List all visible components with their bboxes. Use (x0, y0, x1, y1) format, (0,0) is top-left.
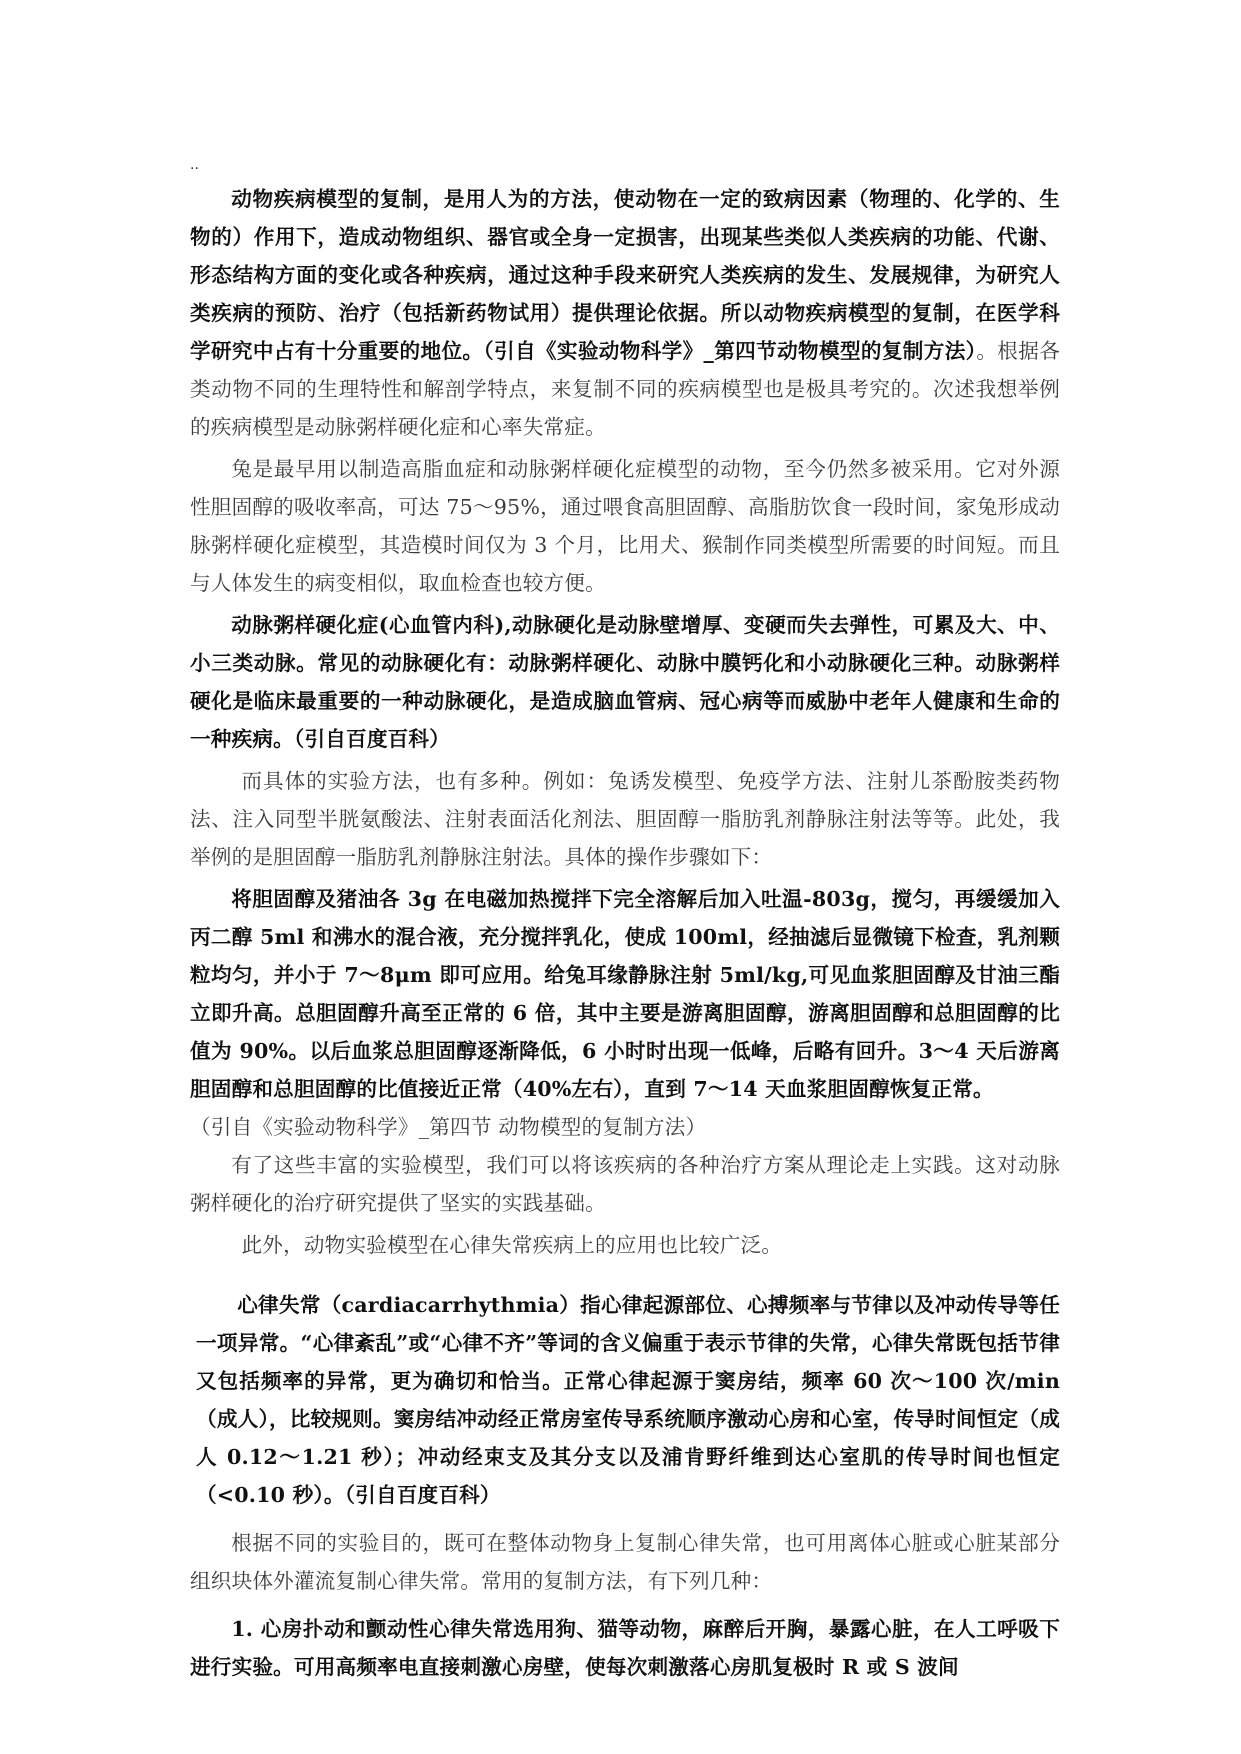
intro-bold-text: 动物疾病模型的复制，是用人为的方法，使动物在一定的致病因素（物理的、化学的、生物的）作用下，造成动物组织、器官或全身一定损害，出现某些类似人类疾病的功能、代谢、形态结构方面的变化或各种疾病，通过这种手段来研究人类疾病的发生、发展规律，为研究人类疾病的预防、治疗（包括新药物试用）提供理论依据。所以动物疾病模型的复制，在医学科学研究中占有十分重要的地位。（引自《实验动物科学》_第四节动物模型的复制方法） (190, 187, 1060, 363)
paragraph-arrhythmia-intro: 此外，动物实验模型在心律失常疾病上的应用也比较广泛。 (241, 1233, 783, 1257)
intro-normal-text: 。根据各类动物不同的生理特性和解剖学特点，来复制不同的疾病模型也是极具考究的。次述我想举例的疾病模型是动脉粥样硬化症和心率失常症。 (190, 339, 1060, 439)
paragraph-intro (190, 180, 1060, 446)
page-marker: .. (190, 157, 199, 173)
paragraph-procedure-steps: 将胆固醇及猪油各 3g 在电磁加热搅拌下完全溶解后加入吐温-803g，搅匀，再缓缓加入丙二醇 5ml 和沸水的混合液，充分搅拌乳化，使成 100ml，经抽滤后显微镜下检查，乳剂颗粒均匀，并小于 7～8μm 即可应用。给兔耳缘静脉注射 5ml/kg,可见血浆胆固醇及甘油三酯立即升高。总胆固醇升高至正常的 6 倍，其中主要是游离胆固醇，游离胆固醇和总胆固醇的比值为 90%。以后血浆总胆固醇逐渐降低，6 小时时出现一低峰，后略有回升。3～4 天后游离胆固醇和总胆固醇的比值接近正常（40%左右），直到 7～14 天血浆胆固醇恢复正常。 (190, 887, 1060, 1101)
document-body (190, 180, 1060, 1686)
paragraph-procedure-citation: （引自《实验动物科学》_第四节 动物模型的复制方法） (190, 1115, 707, 1139)
paragraph-arrhythmia-definition: 心律失常（cardiacarrhythmia）指心律起源部位、心搏频率与节律以及冲动传导等任一项异常。“心律紊乱”或“心律不齐”等词的含义偏重于表示节律的失常，心律失常既包括节律又包括频率的异常，更为确切和恰当。正常心律起源于窦房结，频率 60 次～100 次/min（成人），比较规则。窦房结冲动经正常房室传导系统顺序激动心房和心室，传导时间恒定（成人 0.12～1.21 秒）；冲动经束支及其分支以及浦肯野纤维到达心室肌的传导时间也恒定（<0.10 秒）。（引自百度百科） (196, 1293, 1060, 1507)
paragraph-rabbit-model: 兔是最早用以制造高脂血症和动脉粥样硬化症模型的动物，至今仍然多被采用。它对外源性胆固醇的吸收率高，可达 75～95%，通过喂食高胆固醇、高脂肪饮食一段时间，家兔形成动脉粥样硬化症模型，其造模时间仅为 3 个月，比用犬、猴制作同类模型所需要的时间短。而且与人体发生的病变相似，取血检查也较方便。 (190, 457, 1060, 595)
paragraph-experiment-methods: 而具体的实验方法，也有多种。例如：兔诱发模型、免疫学方法、注射儿茶酚胺类药物法、注入同型半胱氨酸法、注射表面活化剂法、胆固醇一脂肪乳剂静脉注射法等等。此处，我举例的是胆固醇一脂肪乳剂静脉注射法。具体的操作步骤如下： (190, 769, 1060, 869)
paragraph-replication-methods: 根据不同的实验目的，既可在整体动物身上复制心律失常，也可用离体心脏或心脏某部分组织块体外灌流复制心律失常。常用的复制方法，有下列几种： (190, 1531, 1060, 1593)
paragraph-atherosclerosis-definition: 动脉粥样硬化症(心血管内科),动脉硬化是动脉壁增厚、变硬而失去弹性，可累及大、中、小三类动脉。常见的动脉硬化有：动脉粥样硬化、动脉中膜钙化和小动脉硬化三种。动脉粥样硬化是临床最重要的一种动脉硬化，是造成脑血管病、冠心病等而威胁中老年人健康和生命的一种疾病。（引自百度百科） (190, 613, 1060, 751)
paragraph-practice-basis: 有了这些丰富的实验模型，我们可以将该疾病的各种治疗方案从理论走上实践。这对动脉粥样硬化的治疗研究提供了坚实的实践基础。 (190, 1153, 1060, 1215)
paragraph-method-1: 1. 心房扑动和颤动性心律失常选用狗、猫等动物，麻醉后开胸，暴露心脏，在人工呼吸下进行实验。可用高频率电直接刺激心房壁，使每次刺激落心房肌复极时 R 或 S 波间 (190, 1617, 1060, 1679)
